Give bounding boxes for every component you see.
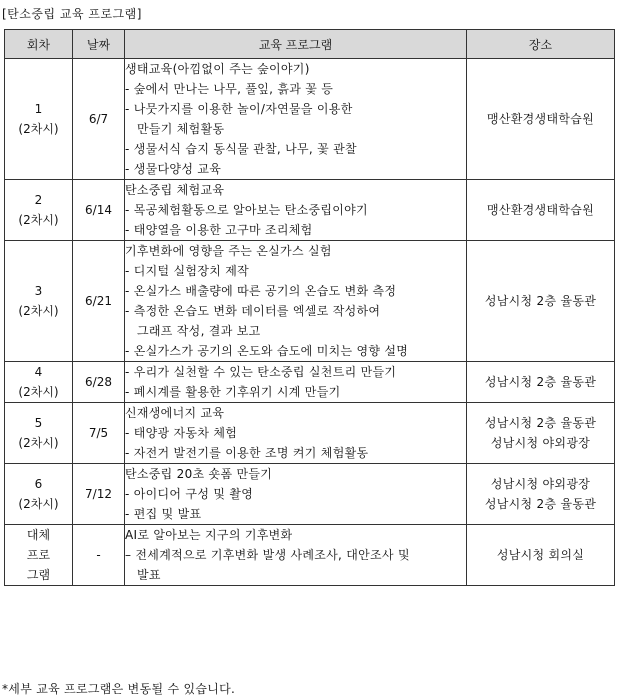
table-row: [5, 241, 615, 362]
round-text: 5: [34, 416, 43, 430]
program-cell: [125, 464, 467, 525]
place-text: 맹산환경생태학습원: [486, 203, 595, 217]
date-cell: 6/14: [73, 180, 125, 241]
program-line: – 전세계적으로 기후변화 발생 사례조사, 대안조사 및: [125, 548, 410, 562]
place-cell: [467, 525, 615, 586]
place-text: 성남시청 2층 율동관: [484, 497, 597, 511]
table-row: [5, 362, 615, 403]
program-cell: [125, 525, 467, 586]
round-text: (2차시): [18, 436, 59, 450]
table-row: [5, 464, 615, 525]
program-line: 만들기 체험활동: [137, 122, 225, 136]
program-cell: [125, 241, 467, 362]
program-line: 기후변화에 영향을 주는 온실가스 실험: [125, 244, 332, 258]
date-cell: -: [73, 525, 125, 586]
place-text: 성남시청 야외광장: [490, 477, 591, 491]
header-date: 날짜: [73, 30, 125, 59]
program-line: 생태교육(아낌없이 주는 숲이야기): [125, 62, 310, 76]
round-text: 6: [34, 477, 43, 491]
program-line: 발표: [137, 568, 161, 582]
program-line: - 태양광 자동차 체험: [125, 426, 238, 440]
date-cell: 7/12: [73, 464, 125, 525]
program-line: - 폐시계를 활용한 기후위기 시계 만들기: [125, 385, 341, 399]
table-row: [5, 525, 615, 586]
place-text: 성남시청 2층 율동관: [484, 294, 597, 308]
document-title: [탄소중립 교육 프로그램]: [2, 7, 142, 21]
place-text: 성남시청 2층 율동관: [484, 416, 597, 430]
round-cell: [5, 241, 73, 362]
program-line: - 숲에서 만나는 나무, 풀잎, 흙과 꽃 등: [125, 82, 334, 96]
program-line: - 태양열을 이용한 고구마 조리체험: [125, 223, 313, 237]
round-cell: [5, 59, 73, 180]
program-line: AI로 알아보는 지구의 기후변화: [125, 528, 293, 542]
place-cell: [467, 464, 615, 525]
place-text: 성남시청 2층 율동관: [484, 375, 597, 389]
program-line: - 우리가 실천할 수 있는 탄소중립 실천트리 만들기: [125, 365, 397, 379]
round-text: (2차시): [18, 497, 59, 511]
program-line: - 편집 및 발표: [125, 507, 202, 521]
program-line: - 나뭇가지를 이용한 놀이/자연물을 이용한: [125, 102, 353, 116]
program-line: - 온실가스 배출량에 따른 공기의 온습도 변화 측정: [125, 284, 397, 298]
program-cell: [125, 362, 467, 403]
table-row: [5, 403, 615, 464]
table-body: [5, 59, 615, 586]
place-cell: [467, 180, 615, 241]
program-line: 신재생에너지 교육: [125, 406, 225, 420]
place-text: 성남시청 야외광장: [490, 436, 591, 450]
round-text: 프로: [26, 548, 51, 562]
program-line: 탄소중립 체험교육: [125, 183, 225, 197]
program-line: - 디지털 실험장치 제작: [125, 264, 250, 278]
round-text: 2: [34, 193, 43, 207]
round-text: (2차시): [18, 213, 59, 227]
round-text: 3: [34, 284, 43, 298]
round-text: 대체: [26, 528, 51, 542]
date-cell: 6/21: [73, 241, 125, 362]
place-cell: [467, 362, 615, 403]
round-text: (2차시): [18, 304, 59, 318]
program-line: 그래프 작성, 결과 보고: [137, 324, 261, 338]
program-table: [4, 29, 615, 586]
footnote: *세부 교육 프로그램은 변동될 수 있습니다.: [2, 682, 236, 696]
program-line: - 생물다양성 교육: [125, 162, 222, 176]
program-line: - 자전거 발전기를 이용한 조명 켜기 체험활동: [125, 446, 369, 460]
round-text: (2차시): [18, 385, 59, 399]
program-cell: [125, 180, 467, 241]
header-round: 회차: [5, 30, 73, 59]
round-cell: [5, 464, 73, 525]
round-text: (2차시): [18, 122, 59, 136]
date-cell: 6/28: [73, 362, 125, 403]
round-text: 1: [34, 102, 43, 116]
round-cell: [5, 403, 73, 464]
program-cell: [125, 59, 467, 180]
round-cell: [5, 362, 73, 403]
date-cell: 7/5: [73, 403, 125, 464]
program-line: - 아이디어 구성 및 촬영: [125, 487, 254, 501]
table-header-row: [5, 30, 615, 59]
header-program: 교육 프로그램: [125, 30, 467, 59]
round-cell: [5, 180, 73, 241]
round-cell: [5, 525, 73, 586]
program-line: 탄소중립 20초 숏폼 만들기: [125, 467, 273, 481]
program-line: - 온실가스가 공기의 온도와 습도에 미치는 영향 설명: [125, 344, 409, 358]
place-cell: [467, 59, 615, 180]
program-line: - 측정한 온습도 변화 데이터를 엑셀로 작성하여: [125, 304, 381, 318]
header-place: 장소: [467, 30, 615, 59]
program-line: - 생물서식 습지 동식물 관찰, 나무, 꽃 관찰: [125, 142, 357, 156]
program-cell: [125, 403, 467, 464]
round-text: 그램: [26, 568, 51, 582]
place-cell: [467, 241, 615, 362]
program-line: - 목공체험활동으로 알아보는 탄소중립이야기: [125, 203, 368, 217]
place-text: 맹산환경생태학습원: [486, 112, 595, 126]
table-row: [5, 180, 615, 241]
table-row: [5, 59, 615, 180]
place-text: 성남시청 회의실: [496, 548, 585, 562]
round-text: 4: [34, 365, 43, 379]
place-cell: [467, 403, 615, 464]
date-cell: 6/7: [73, 59, 125, 180]
